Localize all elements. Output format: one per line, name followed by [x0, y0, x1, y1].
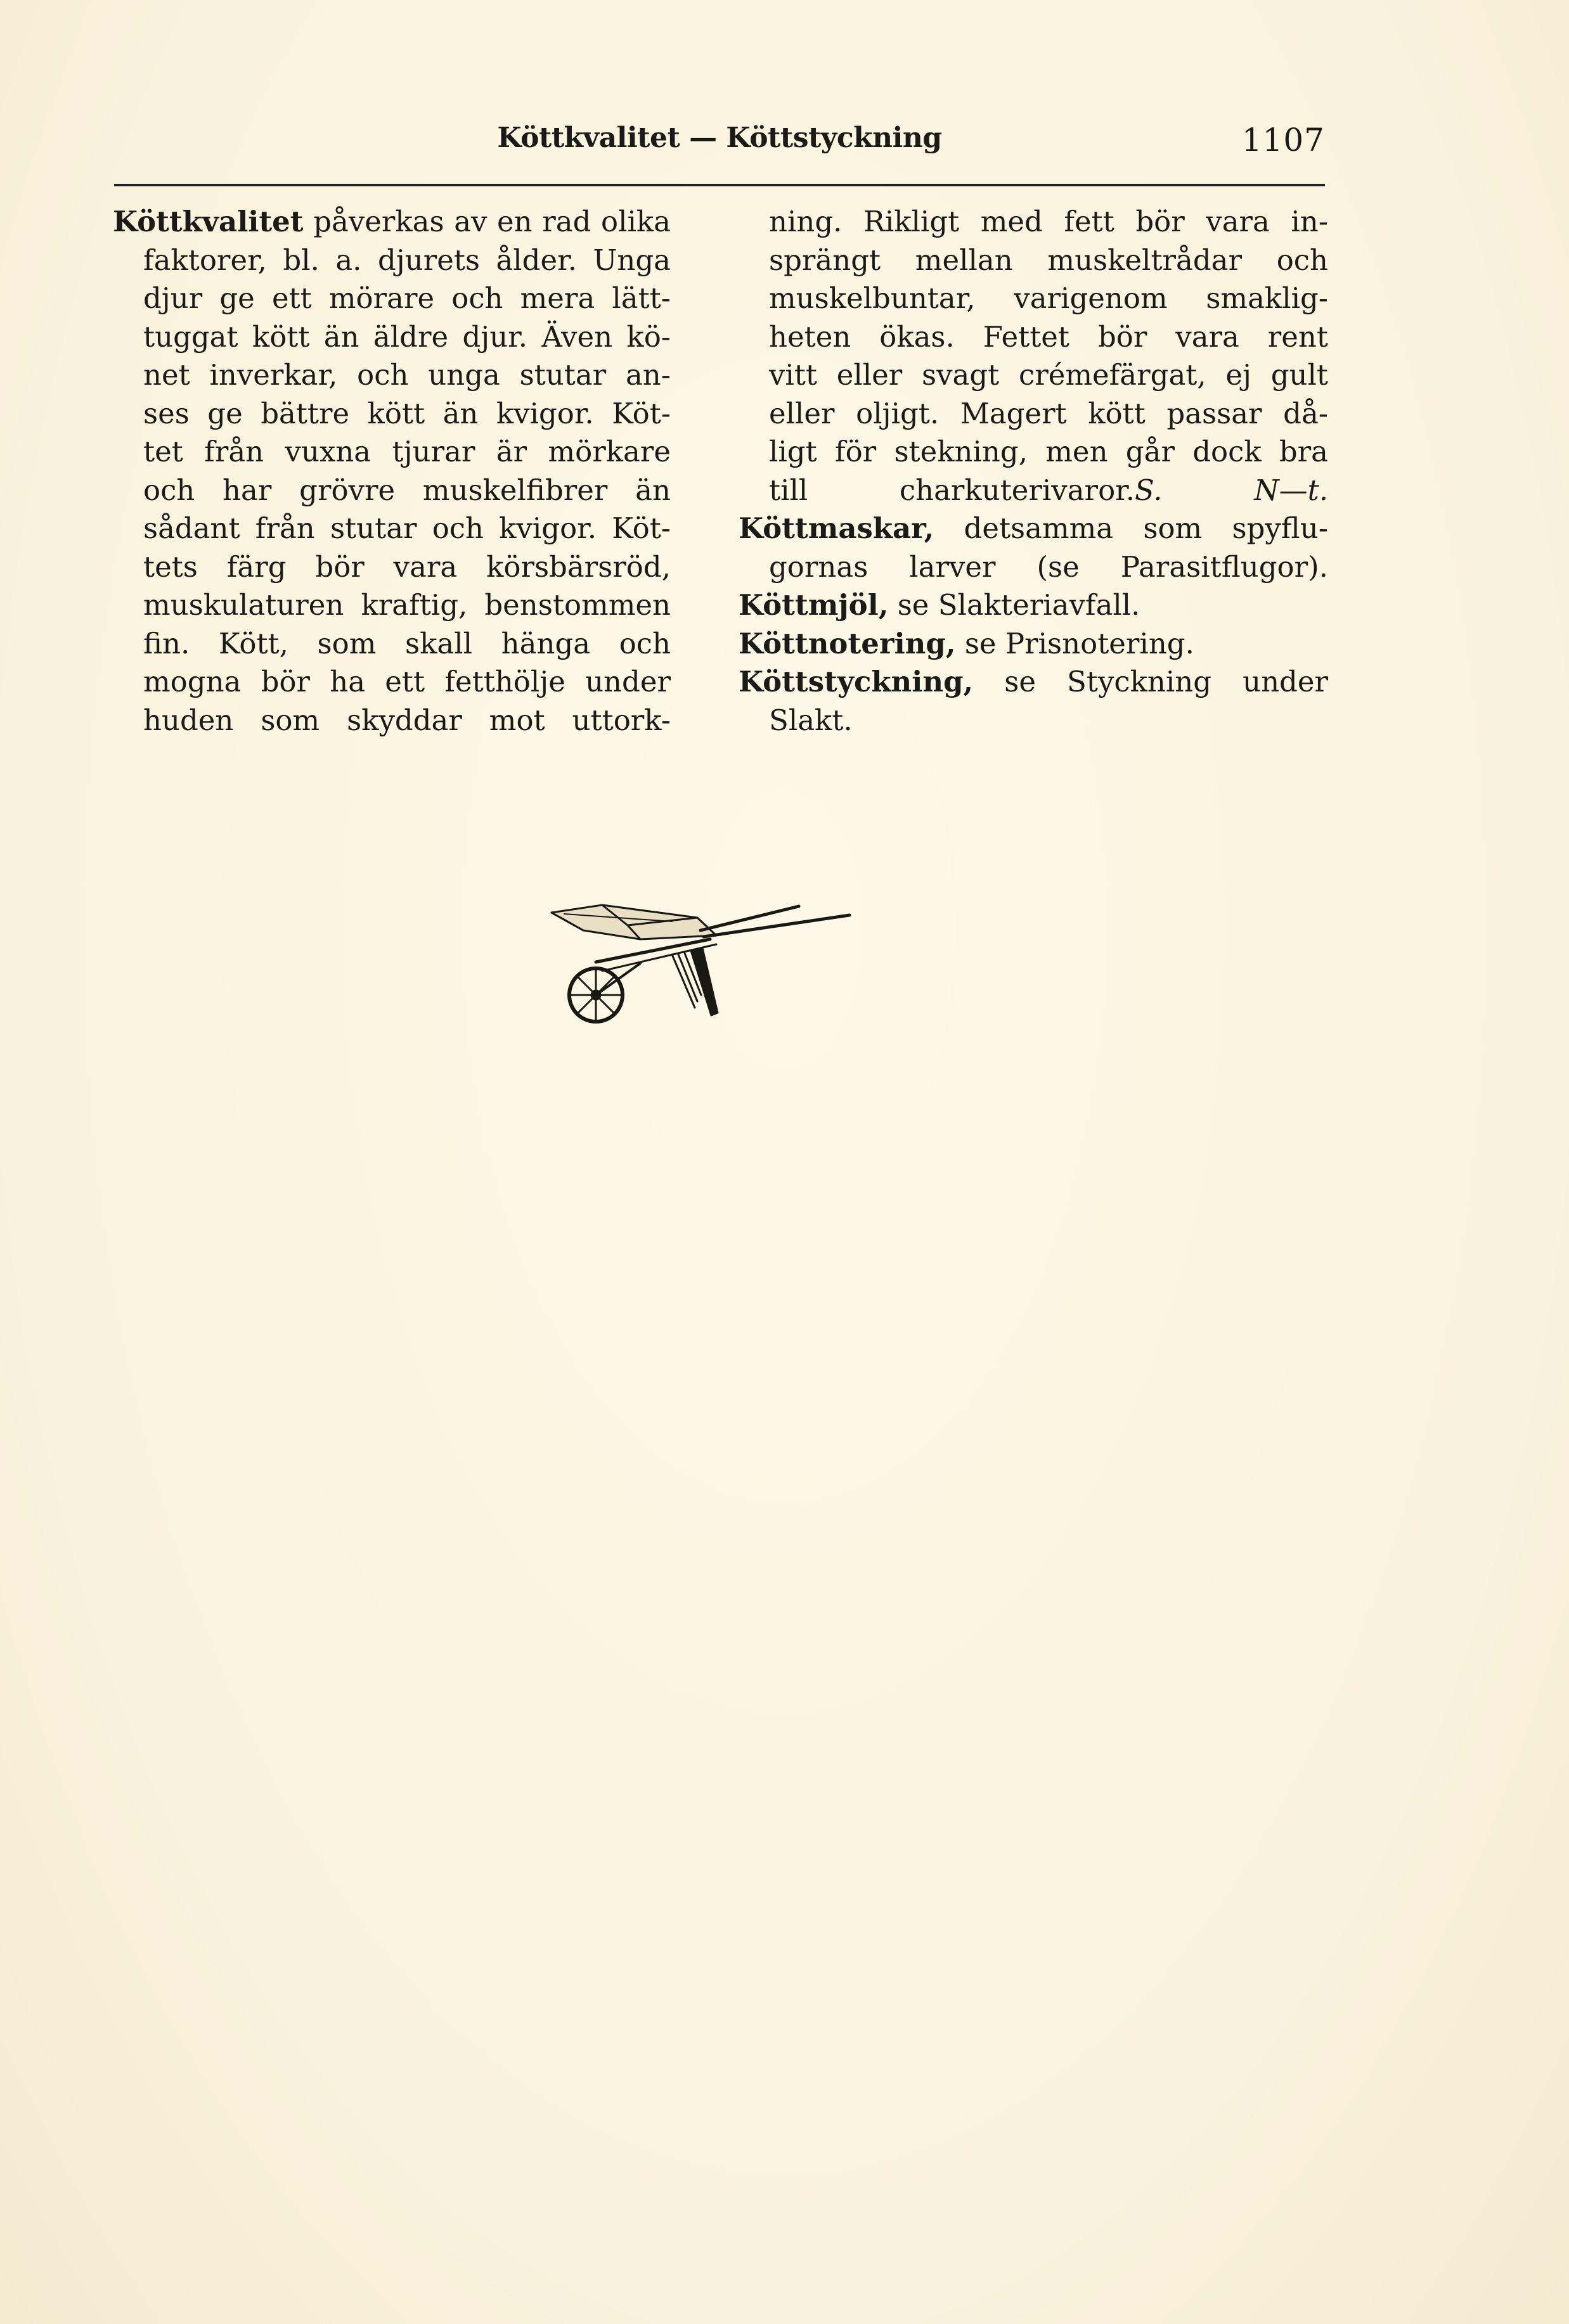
text-line: tuggat kött än äldre djur. Även kö-: [143, 319, 671, 354]
text-line: net inverkar, och unga stutar an-: [143, 358, 671, 392]
text-line: sådant från stutar och kvigor. Köt-: [143, 511, 671, 545]
text-line: muskulaturen kraftig, benstommen: [143, 588, 671, 622]
text-line: tets färg bör vara körsbärsröd,: [143, 549, 671, 584]
text-line: eller oljigt. Magert kött passar då-: [769, 396, 1328, 430]
text-line: sprängt mellan muskeltrådar och: [769, 243, 1328, 277]
text-line: fin. Kött, som skall hänga och: [143, 626, 671, 660]
entry-term: Köttstyckning,: [739, 665, 974, 698]
text-line: Köttnotering, se Prisnotering.: [739, 626, 1194, 660]
page-number: 1107: [1241, 122, 1325, 158]
text-line: huden som skyddar mot uttork-: [143, 703, 671, 737]
text-line: mogna bör ha ett fetthölje under: [143, 665, 671, 698]
text-line: vitt eller svagt crémefärgat, ej gult: [769, 358, 1328, 392]
entry-term: Köttkvalitet: [113, 205, 304, 238]
header-title: Köttkvalitet — Köttstyckning: [497, 122, 942, 154]
text-line: Köttkvalitet påverkas av en rad olika: [113, 205, 671, 238]
text-line: muskelbuntar, varigenom smaklig-: [769, 281, 1328, 315]
entry-term: Köttnotering,: [739, 626, 956, 660]
text-line: [739, 472, 1328, 510]
text-line: tet från vuxna tjurar är mörkare: [143, 435, 671, 468]
left-column: [113, 203, 671, 740]
text-line: heten ökas. Fettet bör vara rent: [769, 319, 1328, 354]
text-line: djur ge ett mörare och mera lätt-: [143, 281, 671, 315]
right-column: [739, 203, 1328, 740]
running-header: [114, 122, 1325, 172]
text-segment: till charkuterivaror.: [769, 473, 1135, 507]
text-line: faktorer, bl. a. djurets ålder. Unga: [143, 243, 671, 277]
text-line: Köttmjöl, se Slakteriavfall.: [739, 588, 1140, 622]
author-signature: S. N—t.: [1135, 473, 1328, 507]
text-line: Slakt.: [769, 703, 853, 737]
wheelbarrow-icon: [545, 900, 862, 1039]
entry-term: Köttmaskar,: [739, 511, 934, 545]
text-line: gornas larver (se Parasitflugor).: [769, 549, 1328, 584]
text-line: ligt för stekning, men går dock bra: [769, 435, 1328, 468]
text-line: ning. Rikligt med fett bör vara in-: [769, 205, 1328, 238]
text-line: Köttmaskar, detsamma som spyflu-: [739, 511, 1328, 545]
text-line: ses ge bättre kött än kvigor. Köt-: [143, 396, 671, 430]
text-line: Köttstyckning, se Styckning under: [739, 665, 1328, 698]
entry-term: Köttmjöl,: [739, 588, 889, 622]
text-line: och har grövre muskelfibrer än: [143, 473, 671, 507]
header-rule: [114, 184, 1325, 186]
